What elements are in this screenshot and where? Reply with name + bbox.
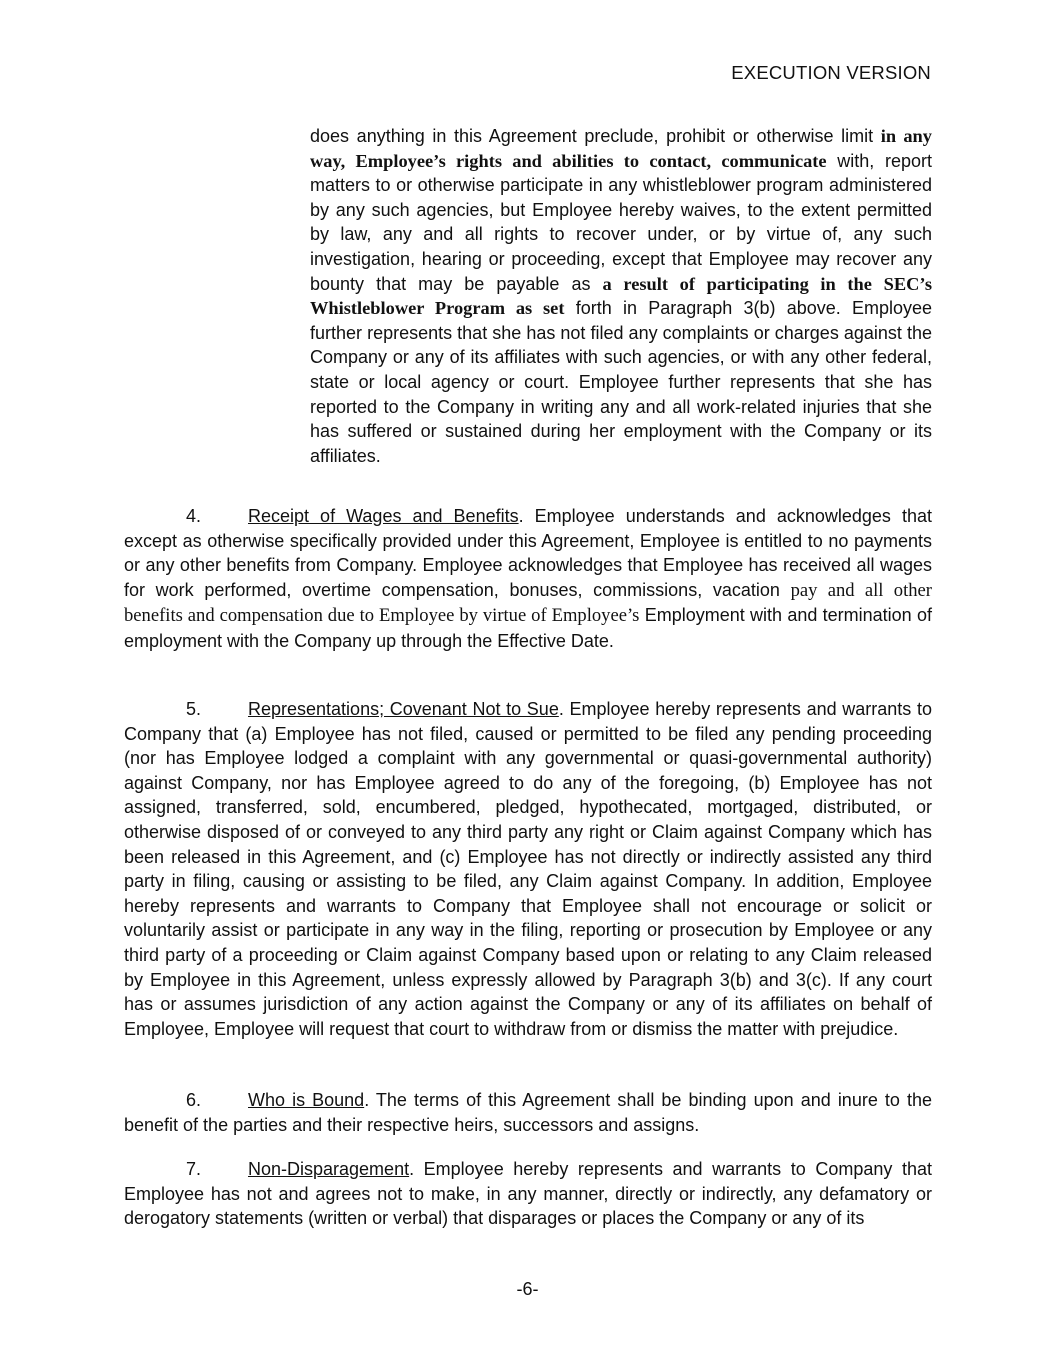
section-heading: Representations; Covenant Not to Sue — [248, 699, 559, 719]
continuation-bold-text: a result of participating in the SEC’s Whistleblower Program as set — [310, 273, 932, 319]
section-number: 6. — [186, 1090, 202, 1110]
execution-version-header: EXECUTION VERSION — [731, 62, 931, 83]
continuation-text: forth in Paragraph 3(b) above. Employee further represents that she has not filed any complaints or charges against the Company or any of its affiliates with such agencies, or with any other federal, state or local agency or court. Employee further represents that she has reported to the Company in writing any and all work-related injuries that she has suffered or sustained during her employment with the Company or its affiliates. — [310, 298, 933, 466]
section-number: 5. — [186, 699, 202, 719]
section-text: . Employee hereby represents and warrants to Company that Employee has not and agrees not to make, in any manner, directly or indirectly, any defamatory or derogatory statements (written or verbal) that disparages or places the Company or any of its — [124, 1159, 932, 1229]
continuation-bold-text: in any way, Employee’s rights and abilities to contact, communicate — [310, 126, 932, 171]
section-number: 4. — [186, 506, 202, 526]
section-5 — [124, 697, 932, 1041]
section-heading: Receipt of Wages and Benefits — [248, 506, 519, 526]
section-6 — [124, 1088, 932, 1137]
section-text: . Employee hereby represents and warrants to Company that (a) Employee has not filed, caused or permitted to be filed any pending proceeding (nor has Employee lodged a complaint with any governmental or quasi-governmental authority) against Company, nor has Employee agreed to do any of the foregoing, (b) Employee has not assigned, transferred, sold, encumbered, pledged, hypothecated, mortgaged, distributed, or otherwise disposed of or conveyed to any third party any right or Claim against Company which has been released in this Agreement, and (c) Employee has not directly or indirectly assisted any third party in filing, causing or assisting to be filed, any Claim against Company. In addition, Employee hereby represents and warrants to Company that Employee shall not encourage or solicit or voluntarily assist or participate in any way in the filing, reporting or prosecution by Employee or any third party of a proceeding or Claim against Company based upon or relating to any Claim released by Employee in this Agreement, unless expressly allowed by Paragraph 3(b) and 3(c). If any court has or assumes jurisdiction of any action against the Company or any of its affiliates on behalf of Employee, Employee will request that court to withdraw from or dismiss the matter with prejudice. — [124, 699, 932, 1039]
continuation-text: with, report matters to or otherwise participate in any whistleblower program administered by any such agencies, but Employee hereby waives, to the extent permitted by law, any and all rights to recover under, or by virtue of, any such investigation, hearing or proceeding, except that Employee may recover any bounty that may be payable as — [310, 150, 932, 294]
section-text: . The terms of this Agreement shall be binding upon and inure to the benefit of the parties and their respective heirs, successors and assigns. — [124, 1090, 932, 1135]
page-number: -6- — [516, 1279, 539, 1299]
section-7 — [124, 1157, 932, 1231]
continuation-text: does anything in this Agreement preclude, prohibit or otherwise limit — [310, 126, 874, 146]
section-4 — [124, 504, 932, 654]
section-number: 7. — [186, 1159, 202, 1179]
section-heading: Non-Disparagement — [248, 1159, 410, 1179]
section-heading: Who is Bound — [248, 1090, 365, 1110]
continued-paragraph — [310, 124, 932, 468]
section-text: Employment with and termination of employment with the Company up through the Effective Date. — [124, 605, 932, 651]
section-text: . Employee understands and acknowledges that except as otherwise specifically provided under this Agreement, Employee is entitled to no payments or any other benefits from Company. Employee acknowledges that Employee has received all wages for work performed, overtime compensation, bonuses, commissions, vacation — [124, 506, 932, 600]
section-text-serif: pay and all other benefits and compensation due to Employee by virtue of Employee’s — [124, 579, 932, 627]
